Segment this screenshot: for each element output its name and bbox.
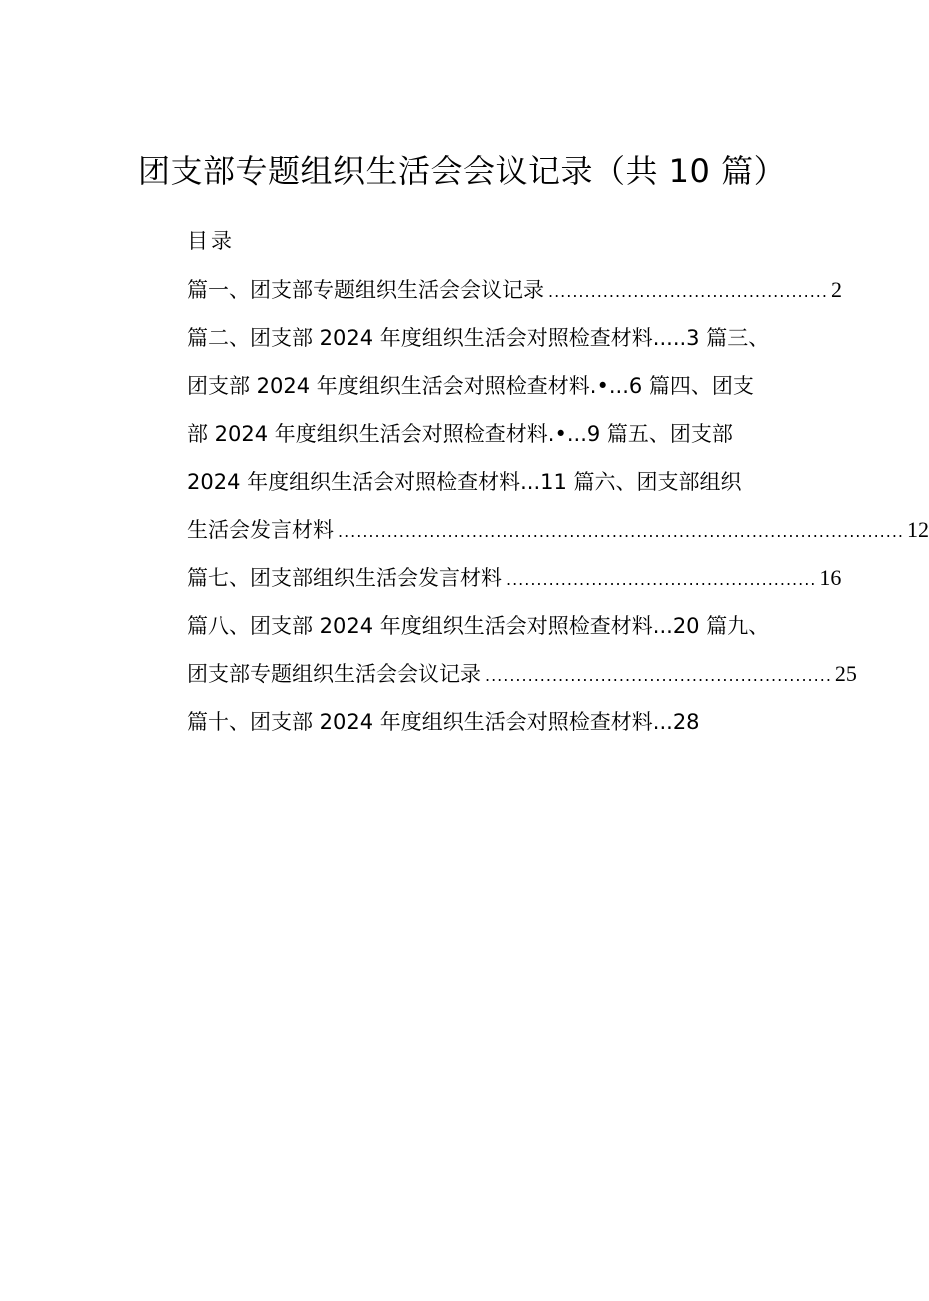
toc-entry[interactable]: 2024 年度组织生活会对照检查材料...11 篇六、团支部组织 (187, 470, 742, 494)
toc-entry[interactable]: 篇十、团支部 2024 年度组织生活会对照检查材料...28 (187, 710, 700, 734)
toc-entry-title: 生活会发言材料 (187, 518, 334, 542)
toc-entry[interactable]: 部 2024 年度组织生活会对照检查材料.•...9 篇五、团支部 (187, 422, 733, 446)
toc-leader-dots: ......................................................... (485, 666, 832, 685)
toc-heading: 目录 (187, 229, 235, 253)
toc-page-number: 25 (834, 661, 857, 686)
toc-entry[interactable]: 篇二、团支部 2024 年度组织生活会对照检查材料.....3 篇三、 (187, 326, 770, 350)
toc-leader-dots: ............................................................................................. (338, 522, 904, 541)
toc-page-number: 12 (907, 517, 929, 542)
toc-list (187, 270, 929, 750)
toc-entry[interactable]: 团支部 2024 年度组织生活会对照检查材料.•...6 篇四、团支 (187, 374, 754, 398)
document-title: 团支部专题组织生活会会议记录（共 10 篇） (138, 152, 787, 190)
toc-page-number: 16 (819, 565, 842, 590)
toc-entry[interactable]: 篇八、团支部 2024 年度组织生活会对照检查材料...20 篇九、 (187, 614, 770, 638)
toc-entry-title: 团支部专题组织生活会会议记录 (187, 662, 481, 686)
toc-entry[interactable] (187, 558, 842, 606)
toc-entry-title: 篇一、团支部专题组织生活会会议记录 (187, 278, 544, 302)
toc-entry[interactable] (187, 510, 929, 558)
toc-page-number: 2 (830, 277, 842, 302)
toc-entry-title: 篇七、团支部组织生活会发言材料 (187, 566, 502, 590)
toc-leader-dots: .............................................. (548, 282, 828, 301)
toc-entry[interactable] (187, 270, 842, 318)
toc-entry[interactable] (187, 654, 857, 702)
toc-leader-dots: ................................................... (506, 570, 817, 589)
